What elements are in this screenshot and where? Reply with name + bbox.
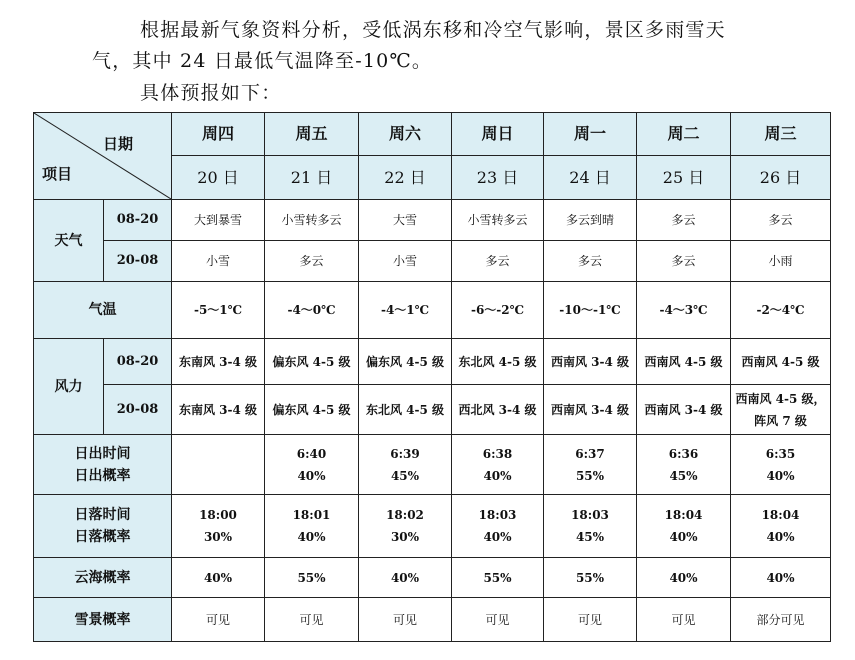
sunset-time: 18:02 xyxy=(386,508,424,522)
intro-line-3: 具体预报如下： xyxy=(140,82,282,104)
corner-header xyxy=(34,113,172,200)
sunrise-cell xyxy=(359,435,452,495)
wind-night-line: 西南风 4-5 级， xyxy=(735,391,826,406)
date-cell: 21 日 xyxy=(265,156,359,200)
date-cell: 24 日 xyxy=(544,156,637,200)
sunrise-cell xyxy=(172,435,265,495)
snowscape-cell: 可见 xyxy=(452,598,544,642)
snowscape-cell: 可见 xyxy=(359,598,452,642)
sunset-prob: 30% xyxy=(203,530,233,544)
sunrise-cell xyxy=(637,435,731,495)
cloudsea-cell: 55% xyxy=(452,558,544,598)
snowscape-label: 雪景概率 xyxy=(34,598,172,642)
corner-date-label: 日期 xyxy=(102,135,133,153)
wind-day-cell: 西南风 3-4 级 xyxy=(544,339,637,385)
snowscape-cell: 部分可见 xyxy=(731,598,831,642)
corner-diagonal xyxy=(34,113,171,199)
snowscape-cell: 可见 xyxy=(637,598,731,642)
sunset-time: 18:04 xyxy=(664,508,703,522)
weekday-cell: 周五 xyxy=(265,113,359,156)
period-night-label: 20-08 xyxy=(104,385,172,435)
wind-day-cell: 偏东风 4-5 级 xyxy=(265,339,359,385)
sunset-cell xyxy=(637,495,731,558)
wind-day-cell: 偏东风 4-5 级 xyxy=(359,339,452,385)
wind-night-cell: 东南风 3-4 级 xyxy=(172,385,265,435)
cloudsea-cell: 55% xyxy=(265,558,359,598)
wind-night-cell: 西北风 3-4 级 xyxy=(452,385,544,435)
intro-line-1: 根据最新气象资料分析，受低涡东移和冷空气影响，景区多雨雪天 xyxy=(140,19,726,41)
sunrise-time: 6:35 xyxy=(765,446,796,461)
corner-item-label: 项目 xyxy=(42,165,73,183)
weather-label: 天气 xyxy=(34,200,104,282)
sunset-prob: 40% xyxy=(669,530,698,544)
sunset-prob: 40% xyxy=(297,530,326,544)
sunrise-cell xyxy=(452,435,544,495)
sunset-cell xyxy=(265,495,359,558)
wind-night-cell: 偏东风 4-5 级 xyxy=(265,385,359,435)
weekday-cell: 周日 xyxy=(452,113,544,156)
sunset-cell xyxy=(359,495,452,558)
wind-night-cell: 西南风 3-4 级 xyxy=(637,385,731,435)
weather-night-cell: 多云 xyxy=(452,241,544,282)
wind-night-cell xyxy=(731,385,831,435)
wind-day-cell: 西南风 4-5 级 xyxy=(731,339,831,385)
sunrise-label xyxy=(34,435,172,495)
wind-label: 风力 xyxy=(34,339,104,435)
temp-cell: -2～4℃ xyxy=(731,282,831,339)
weather-day-cell: 大雪 xyxy=(359,200,452,241)
sunset-time: 18:03 xyxy=(478,508,517,522)
sunset-time: 18:00 xyxy=(199,508,237,522)
sunrise-time: 6:37 xyxy=(575,446,605,461)
sunrise-time: 6:39 xyxy=(390,446,420,461)
date-cell: 25 日 xyxy=(637,156,731,200)
temp-cell: -4～3℃ xyxy=(637,282,731,339)
cloudsea-cell: 40% xyxy=(172,558,265,598)
period-day-label: 08-20 xyxy=(104,200,172,241)
sunset-cell xyxy=(452,495,544,558)
snowscape-cell: 可见 xyxy=(265,598,359,642)
cloudsea-cell: 40% xyxy=(731,558,831,598)
sunrise-prob: 55% xyxy=(575,468,605,483)
sunset-cell xyxy=(731,495,831,558)
sunrise-prob-label: 日出概率 xyxy=(74,467,131,484)
weather-day-cell: 多云 xyxy=(637,200,731,241)
sunrise-prob: 45% xyxy=(669,468,698,483)
weather-night-cell: 小雨 xyxy=(731,241,831,282)
date-cell: 20 日 xyxy=(172,156,265,200)
sunset-prob-label: 日落概率 xyxy=(74,529,131,545)
weather-day-cell: 小雪转多云 xyxy=(265,200,359,241)
weather-night-cell: 小雪 xyxy=(172,241,265,282)
wind-day-cell: 东南风 3-4 级 xyxy=(172,339,265,385)
sunrise-cell xyxy=(731,435,831,495)
weekday-cell: 周三 xyxy=(731,113,831,156)
intro-line-2: 气，其中 24 日最低气温降至-10℃。 xyxy=(92,50,433,72)
sunset-prob: 30% xyxy=(390,530,420,544)
temp-cell: -6～-2℃ xyxy=(452,282,544,339)
sunset-time: 18:03 xyxy=(571,508,609,522)
wind-night-cell: 西南风 3-4 级 xyxy=(544,385,637,435)
sunrise-time: 6:40 xyxy=(296,446,327,461)
temp-label: 气温 xyxy=(34,282,172,339)
sunset-time: 18:04 xyxy=(761,508,800,522)
wind-day-cell: 西南风 4-5 级 xyxy=(637,339,731,385)
weekday-cell: 周六 xyxy=(359,113,452,156)
sunset-prob: 45% xyxy=(575,530,605,544)
temp-cell: -4～0℃ xyxy=(265,282,359,339)
sunrise-time: 6:36 xyxy=(668,446,699,461)
weather-day-cell: 多云 xyxy=(731,200,831,241)
sunrise-prob: 45% xyxy=(390,468,420,483)
period-night-label: 20-08 xyxy=(104,241,172,282)
weather-day-cell: 多云到晴 xyxy=(544,200,637,241)
wind-night-line: 阵风 7 级 xyxy=(754,413,807,428)
sunset-prob: 40% xyxy=(766,530,795,544)
wind-night-cell: 东北风 4-5 级 xyxy=(359,385,452,435)
temp-cell: -4～1℃ xyxy=(359,282,452,339)
weekday-cell: 周二 xyxy=(637,113,731,156)
snowscape-cell: 可见 xyxy=(172,598,265,642)
wind-day-cell: 东北风 4-5 级 xyxy=(452,339,544,385)
weather-night-cell: 多云 xyxy=(637,241,731,282)
sunrise-time-label: 日出时间 xyxy=(74,445,131,462)
period-day-label: 08-20 xyxy=(104,339,172,385)
cloudsea-cell: 40% xyxy=(637,558,731,598)
cloudsea-cell: 40% xyxy=(359,558,452,598)
weather-night-cell: 多云 xyxy=(265,241,359,282)
sunset-cell xyxy=(172,495,265,558)
sunrise-cell xyxy=(544,435,637,495)
sunset-cell xyxy=(544,495,637,558)
sunset-time: 18:01 xyxy=(292,508,331,522)
sunset-label xyxy=(34,495,172,558)
sunrise-time: 6:38 xyxy=(482,446,513,461)
sunrise-prob: 40% xyxy=(766,468,795,483)
cloudsea-cell: 55% xyxy=(544,558,637,598)
sunrise-prob: 40% xyxy=(483,468,512,483)
weather-night-cell: 多云 xyxy=(544,241,637,282)
forecast-table xyxy=(33,112,831,642)
sunrise-cell xyxy=(265,435,359,495)
weekday-cell: 周一 xyxy=(544,113,637,156)
date-cell: 22 日 xyxy=(359,156,452,200)
temp-cell: -5～1℃ xyxy=(172,282,265,339)
weather-day-cell: 大到暴雪 xyxy=(172,200,265,241)
date-cell: 26 日 xyxy=(731,156,831,200)
weather-day-cell: 小雪转多云 xyxy=(452,200,544,241)
cloudsea-label: 云海概率 xyxy=(34,558,172,598)
temp-cell: -10～-1℃ xyxy=(544,282,637,339)
date-cell: 23 日 xyxy=(452,156,544,200)
weekday-cell: 周四 xyxy=(172,113,265,156)
sunrise-prob: 40% xyxy=(297,468,326,483)
sunset-time-label: 日落时间 xyxy=(74,507,131,523)
sunset-prob: 40% xyxy=(483,530,512,544)
weather-night-cell: 小雪 xyxy=(359,241,452,282)
snowscape-cell: 可见 xyxy=(544,598,637,642)
